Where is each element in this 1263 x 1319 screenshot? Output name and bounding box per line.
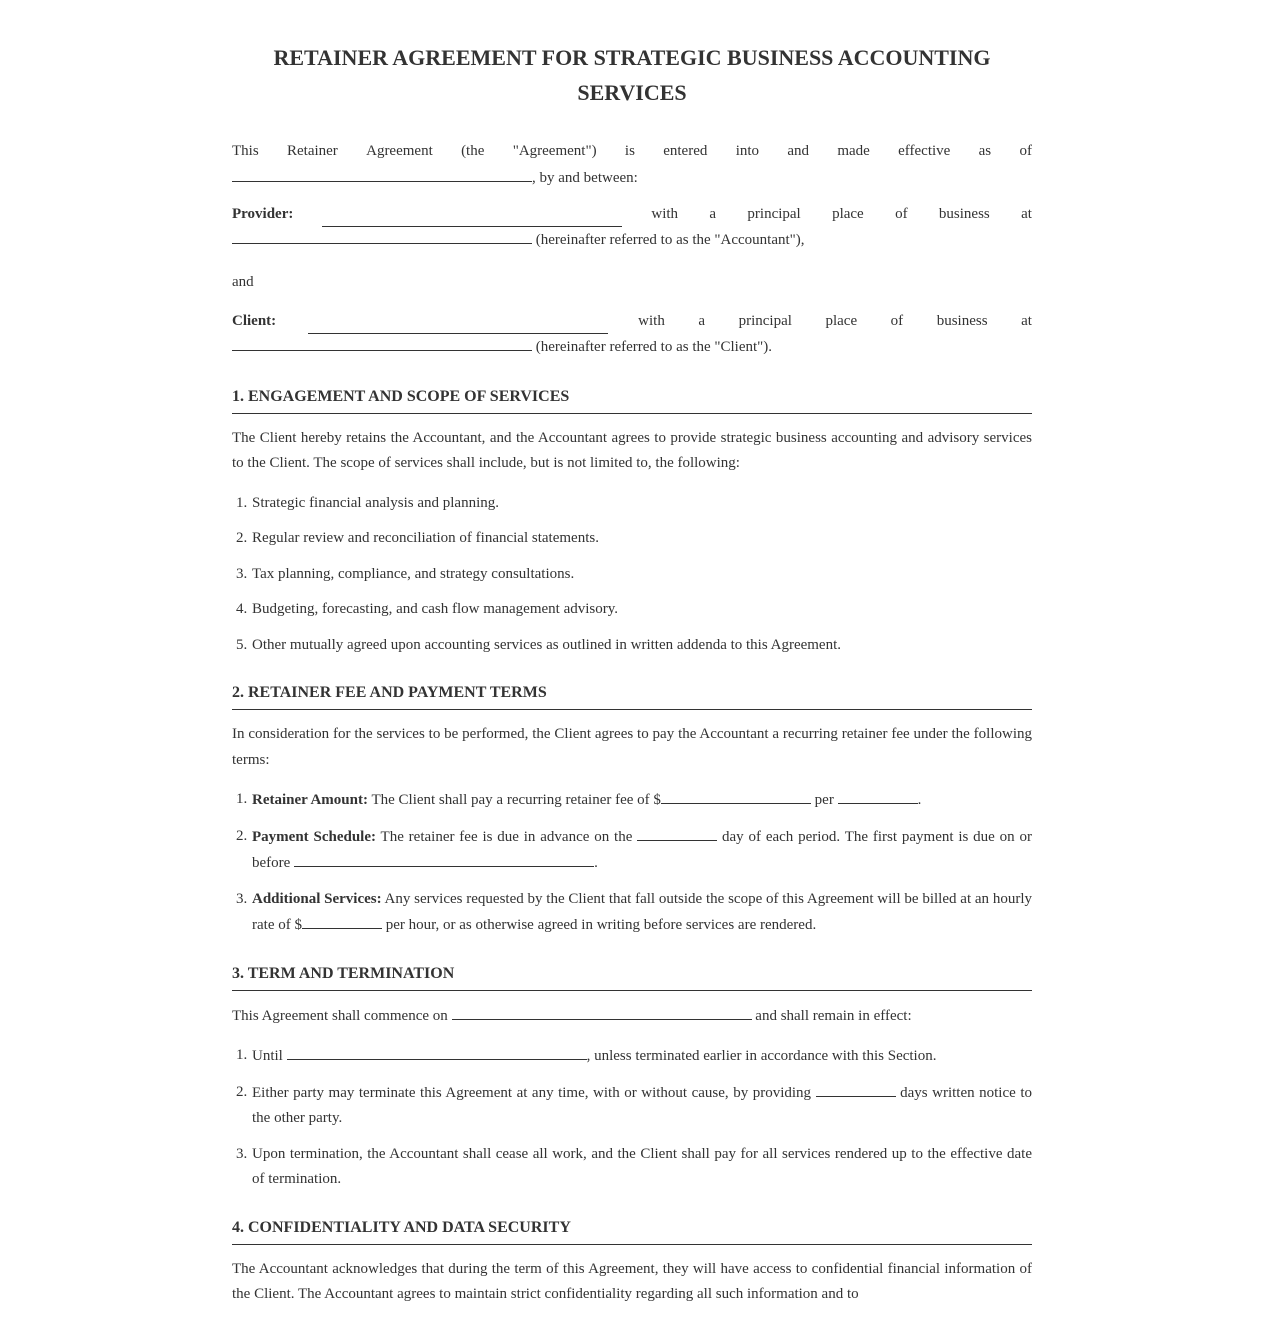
provider-word: at	[1021, 206, 1032, 222]
section-4-heading: 4. CONFIDENTIALITY AND DATA SECURITY	[232, 1217, 1032, 1245]
end-date-blank[interactable]	[287, 1043, 587, 1060]
client-name-blank[interactable]	[308, 317, 608, 334]
intro-word: and	[787, 143, 810, 159]
intro-word: (the	[461, 143, 485, 159]
list-item: 1. Until , unless terminated earlier in accordance with this Section.	[232, 1043, 1032, 1070]
intro-word: of	[1019, 143, 1032, 159]
intro-paragraph	[232, 139, 1032, 191]
client-word: place	[825, 313, 858, 329]
client-label: Client:	[232, 313, 277, 329]
list-item: 1. Retainer Amount: The Client shall pay a recurring retainer fee of $ per .	[232, 787, 1032, 814]
intro-word: made	[837, 143, 870, 159]
intro-line	[232, 139, 1032, 165]
provider-word: a	[709, 206, 717, 222]
section-2-heading: 2. RETAINER FEE AND PAYMENT TERMS	[232, 682, 1032, 710]
client-address-blank[interactable]	[232, 334, 532, 351]
intro-word: as	[978, 143, 992, 159]
list-item: 2. Payment Schedule: The retainer fee is due in advance on the day of each period. The first payment is due on or before .	[232, 824, 1032, 877]
section-1-heading: 1. ENGAGEMENT AND SCOPE OF SERVICES	[232, 386, 1032, 414]
intro-word: entered	[663, 143, 708, 159]
provider-address-blank[interactable]	[232, 227, 532, 244]
client-words	[638, 309, 1032, 334]
provider-word: principal	[747, 206, 801, 222]
intro-word: is	[624, 143, 635, 159]
section-2-body: In consideration for the services to be performed, the Client agrees to pay the Accountant a recurring retainer fee under the following terms:	[232, 726, 1032, 768]
section-3-list	[232, 1043, 1032, 1193]
list-item: 4. Budgeting, forecasting, and cash flow management advisory.	[236, 601, 619, 617]
client-line	[232, 309, 1032, 334]
section-2-list	[232, 787, 1032, 939]
provider-name-blank[interactable]	[322, 210, 622, 227]
client-word: of	[890, 313, 904, 329]
list-item: 3. Additional Services: Any services requested by the Client that fall outside the scope of this Agreement will be billed at an hourly rate of $ per hour, or as otherwise agreed in writing before services are rendered.	[236, 890, 1032, 933]
client-word: a	[698, 313, 706, 329]
intro-tail: , by and between:	[532, 169, 638, 186]
provider-label: Provider:	[232, 206, 294, 222]
section-1-body: The Client hereby retains the Accountant, and the Accountant agrees to provide strategic business accounting and advisory services to the Client. The scope of services shall include, but is not limited to, the following:	[232, 429, 1032, 471]
provider-word: of	[895, 206, 908, 222]
provider-word: place	[832, 206, 864, 222]
provider-word: business	[938, 206, 990, 222]
list-item: 1. Strategic financial analysis and planning.	[236, 494, 500, 511]
list-item: 5. Other mutually agreed upon accounting services as outlined in written addenda to this Agreement.	[236, 636, 841, 653]
effective-date-blank[interactable]	[232, 165, 532, 182]
client-word: at	[1021, 313, 1032, 329]
agreement-document	[232, 40, 1032, 1319]
first-payment-date-blank[interactable]	[294, 850, 594, 867]
provider-words	[651, 202, 1032, 227]
intro-word: This	[232, 143, 259, 159]
list-item: 3. Upon termination, the Accountant shall cease all work, and the Client shall pay for all services rendered up to the effective date of termination.	[236, 1145, 1032, 1187]
provider-block	[232, 202, 1032, 254]
intro-word: effective	[898, 143, 951, 159]
hourly-rate-blank[interactable]	[302, 912, 382, 929]
section-3-heading: 3. TERM AND TERMINATION	[232, 963, 1032, 991]
client-word: principal	[738, 313, 792, 329]
list-item: 2. Regular review and reconciliation of financial statements.	[236, 530, 599, 546]
notice-days-blank[interactable]	[816, 1080, 896, 1097]
intro-word: "Agreement")	[512, 143, 597, 159]
client-word: business	[936, 313, 988, 329]
retainer-amount-blank[interactable]	[661, 787, 811, 804]
section-4-body: The Accountant acknowledges that during the term of this Agreement, they will have access to confidential financial information of the Client. The Accountant agrees to maintain strict confidentiality regarding all such information and to	[232, 1260, 1032, 1302]
client-block	[232, 309, 1032, 361]
commencement-date-blank[interactable]	[452, 1003, 752, 1020]
and-text: and	[232, 273, 254, 290]
section-1-list	[232, 491, 1032, 659]
list-item: 2. Either party may terminate this Agreement at any time, with or without cause, by providing days written notice to the other party.	[232, 1080, 1032, 1132]
client-word: with	[638, 313, 665, 329]
retainer-period-blank[interactable]	[838, 787, 918, 804]
client-tail: (hereinafter referred to as the "Client").	[535, 339, 773, 355]
intro-word: Retainer	[286, 143, 338, 159]
provider-word: with	[651, 206, 679, 222]
document-title: RETAINER AGREEMENT FOR STRATEGIC BUSINESS ACCOUNTING SERVICES	[273, 45, 991, 105]
payment-day-blank[interactable]	[637, 824, 717, 841]
provider-line	[232, 202, 1032, 227]
list-item: 3. Tax planning, compliance, and strategy consultations.	[236, 565, 575, 582]
section-3-body: This Agreement shall commence on and shall remain in effect:	[232, 1003, 1032, 1030]
intro-word: Agreement	[366, 143, 433, 159]
provider-tail: (hereinafter referred to as the "Accountant"),	[535, 232, 805, 248]
intro-word: into	[735, 143, 760, 159]
